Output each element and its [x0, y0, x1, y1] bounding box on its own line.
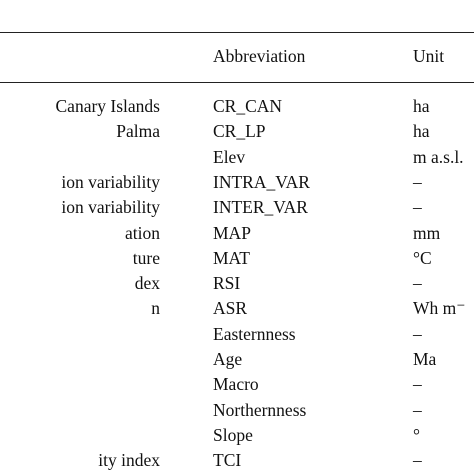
cell-unit: mm: [413, 222, 441, 243]
cell-abbreviation: INTER_VAR: [213, 197, 308, 218]
cell-abbreviation: MAP: [213, 222, 251, 243]
cell-unit: Wh m⁻: [413, 298, 466, 319]
cell-abbreviation: TCI: [213, 450, 242, 471]
cell-unit: –: [413, 273, 422, 294]
cell-unit: m a.s.l.: [413, 146, 464, 167]
cell-abbreviation: CR_LP: [213, 121, 266, 142]
cell-abbreviation: Elev: [213, 146, 246, 167]
header-abbreviation: Abbreviation: [213, 46, 306, 66]
cell-variable: ture: [132, 247, 160, 268]
cell-variable: Canary Islands: [55, 96, 160, 116]
cell-variable: ion variability: [61, 171, 160, 192]
cell-abbreviation: Northernness: [213, 399, 307, 420]
cell-abbreviation: Easternness: [213, 323, 296, 344]
cell-abbreviation: INTRA_VAR: [213, 171, 310, 192]
cell-unit: –: [413, 171, 422, 192]
cell-variable: ity index: [98, 450, 160, 471]
cell-abbreviation: MAT: [213, 247, 250, 268]
cell-unit: Ma: [413, 349, 437, 369]
cell-abbreviation: Age: [213, 349, 243, 369]
cell-unit: –: [413, 374, 422, 395]
cell-unit: –: [413, 323, 422, 344]
cell-abbreviation: RSI: [213, 273, 241, 294]
cell-unit: –: [413, 450, 422, 471]
cell-abbreviation: ASR: [213, 298, 248, 319]
cell-unit: ha: [413, 121, 430, 142]
cell-unit: °C: [413, 247, 432, 268]
cell-unit: –: [413, 197, 422, 218]
cell-unit: °: [413, 424, 420, 445]
table-header-rule: [0, 82, 474, 83]
cell-unit: ha: [413, 96, 430, 116]
header-unit: Unit: [413, 46, 445, 66]
table-top-rule: [0, 32, 474, 33]
cell-variable: dex: [134, 273, 160, 294]
cell-unit: –: [413, 399, 422, 420]
cell-abbreviation: CR_CAN: [213, 96, 283, 116]
cell-variable: n: [151, 298, 160, 319]
cell-abbreviation: Slope: [213, 424, 253, 445]
cell-variable: ation: [125, 222, 160, 243]
cell-variable: ion variability: [61, 197, 160, 218]
cell-abbreviation: Macro: [213, 374, 259, 395]
cell-variable: Palma: [116, 121, 160, 142]
